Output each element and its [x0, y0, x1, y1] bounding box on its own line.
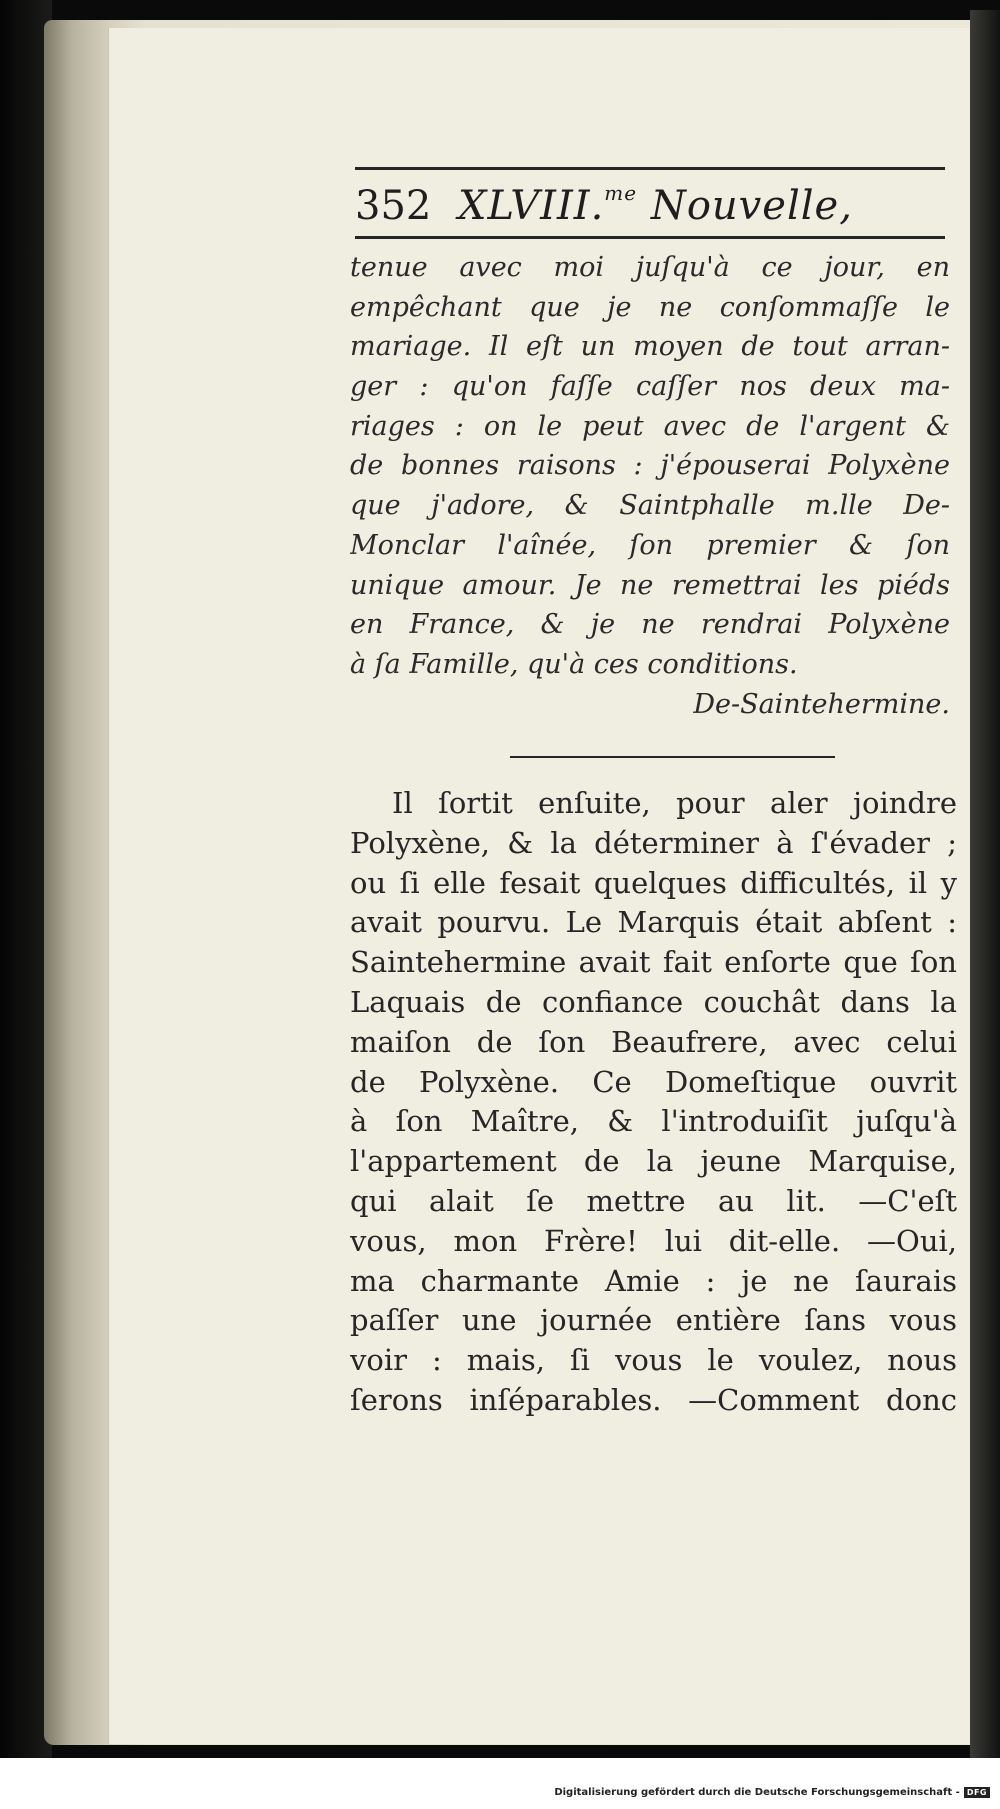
running-title: XLVIII.$^{me}$ Nouvelle, — [458, 181, 853, 229]
narrative-line: Laquais de confiance couchât dans la — [350, 984, 957, 1019]
letter-line: à ſa Famille, qu'à ces conditions. — [350, 648, 798, 680]
narrative-line: maiſon de ſon Beaufrere, avec celui — [350, 1024, 957, 1059]
narrative-line: ou ſi elle fesait quelques difficultés, il y — [350, 865, 957, 900]
header-rule-bottom — [355, 236, 945, 239]
narrative-line: qui alait ſe mettre au lit. —C'eſt — [350, 1183, 957, 1218]
letter-line: Monclar l'aînée, ſon premier & ſon — [350, 529, 950, 561]
letter-line: mariage. Il eſt un moyen de tout arran- — [350, 331, 950, 363]
book-right-edge — [970, 10, 1000, 1760]
letter-signature: De-Saintehermine. — [693, 688, 950, 720]
narrative-line: à ſon Maître, & l'introduiſit juſqu'à — [350, 1104, 957, 1139]
credit-text: Digitalisierung gefördert durch die Deutsche Forschungsgemeinschaft - — [554, 1787, 960, 1798]
page-header — [355, 176, 945, 236]
narrative-text — [350, 784, 957, 1421]
letter-line: ger : qu'on faſſe caſſer nos deux ma- — [350, 371, 950, 403]
letter-line: empêchant que je ne conſommaſſe le — [350, 291, 950, 323]
narrative-line: paſſer une journée entière ſans vous — [350, 1303, 957, 1338]
letter-text — [350, 248, 950, 724]
header-rule-top — [355, 167, 945, 170]
narrative-line: Il ſortit enſuite, pour aler joindre — [392, 786, 957, 820]
letter-line: en France, & je ne rendrai Polyxène — [350, 609, 950, 641]
narrative-line: l'appartement de la jeune Marquise, — [350, 1144, 957, 1179]
narrative-line: Saintehermine avait fait enſorte que ſon — [350, 945, 957, 980]
letter-line: tenue avec moi juſqu'à ce jour, en — [350, 252, 950, 283]
letter-line: unique amour. Je ne remettrai les piéds — [350, 569, 950, 601]
dfg-logo: DFG — [964, 1787, 990, 1798]
narrative-line: avait pourvu. Le Marquis était abſent : — [350, 905, 957, 940]
narrative-line: voir : mais, ſi vous le voulez, nous — [350, 1343, 957, 1378]
bottom-band — [0, 1758, 1000, 1809]
narrative-line: Polyxène, & la déterminer à ſ'évader ; — [350, 825, 957, 860]
narrative-line: de Polyxène. Ce Domeſtique ouvrit — [350, 1064, 957, 1099]
narrative-line: ſerons inſéparables. —Comment donc — [350, 1382, 957, 1417]
page-number: 352 — [355, 183, 432, 229]
section-divider — [510, 756, 835, 758]
letter-line: que j'adore, & Saintphalle m.lle De- — [350, 490, 950, 522]
digitization-credit — [554, 1787, 990, 1798]
letter-line: riages : on le peut avec de l'argent & — [350, 410, 950, 442]
narrative-line: vous, mon Frère! lui dit-elle. —Oui, — [350, 1223, 957, 1258]
narrative-line: ma charmante Amie : je ne ſaurais — [350, 1263, 957, 1298]
letter-line: de bonnes raisons : j'épouserai Polyxène — [350, 450, 950, 482]
